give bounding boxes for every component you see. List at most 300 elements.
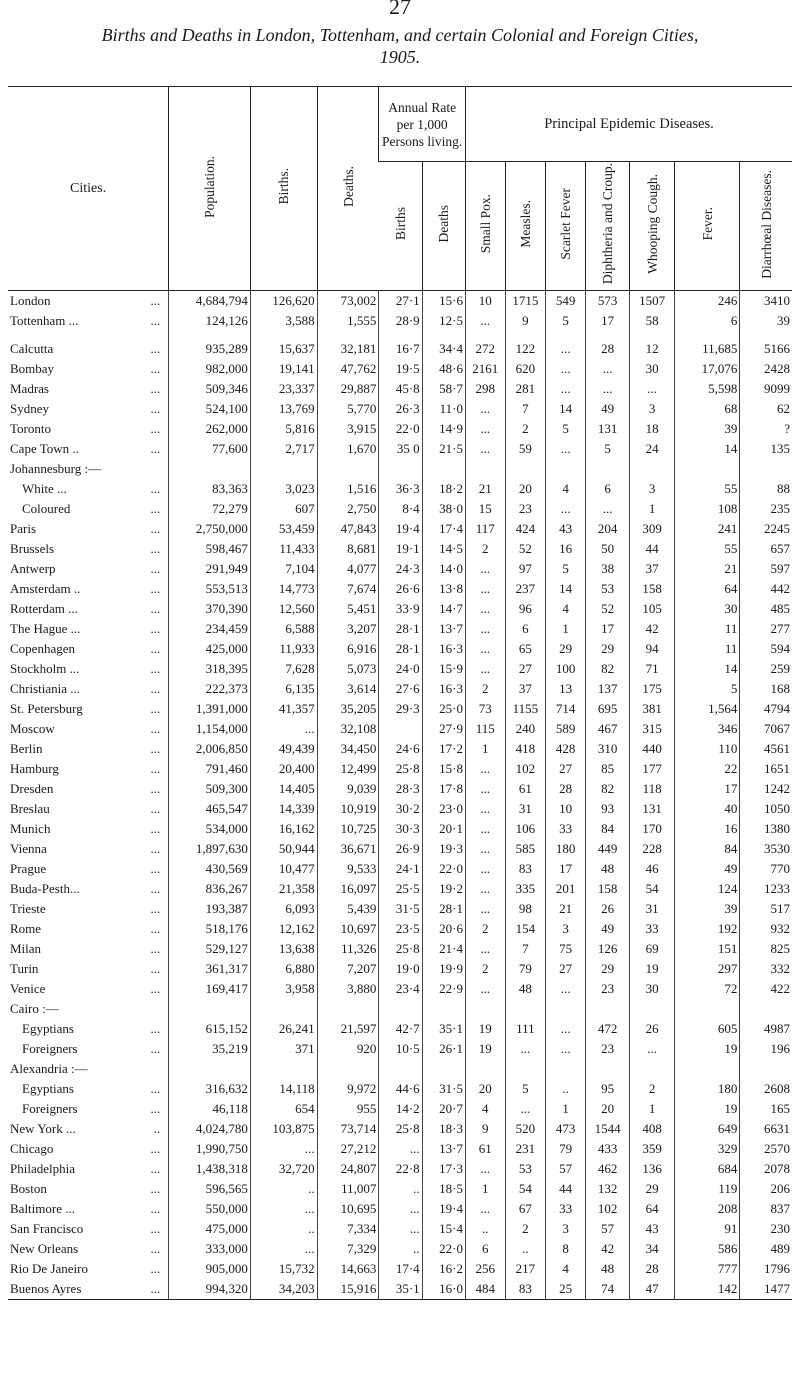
city-label: Tottenham ...	[10, 313, 79, 328]
table-row	[8, 899, 792, 919]
cell-births: 50,944	[250, 839, 317, 859]
cell-pop: 598,467	[169, 539, 251, 559]
cell-pop: 982,000	[169, 359, 251, 379]
cell-deaths: 32,181	[317, 331, 379, 359]
city-name	[8, 1139, 169, 1159]
cell-sf: 14	[546, 579, 586, 599]
cell-deaths: 29,887	[317, 379, 379, 399]
cell-births: 3,958	[250, 979, 317, 999]
cell-pop: 77,600	[169, 439, 251, 459]
cell-da: 135	[740, 439, 792, 459]
city-label: Sydney	[10, 401, 49, 416]
cell-fe: 108	[674, 499, 740, 519]
table-row	[8, 1119, 792, 1139]
cell-sp: 19	[465, 1019, 505, 1039]
cell-da: 9099	[740, 379, 792, 399]
cell-rb: 28·1	[379, 619, 422, 639]
cell-me: ..	[505, 1239, 546, 1259]
cell-me: 65	[505, 639, 546, 659]
cell-births: ..	[250, 1179, 317, 1199]
cell-da: 825	[740, 939, 792, 959]
cell-sf: 33	[546, 1199, 586, 1219]
cell-sp: ...	[465, 799, 505, 819]
table-row	[8, 779, 792, 799]
cell-me: 20	[505, 479, 546, 499]
header-annual-rate: Annual Rate per 1,000 Persons living.	[379, 87, 466, 162]
city-label: Calcutta	[10, 341, 54, 356]
table-row	[8, 291, 792, 312]
cell-wh: 71	[630, 659, 675, 679]
statistics-table	[8, 86, 792, 1300]
cell-rb: 31·5	[379, 899, 422, 919]
cell-sf: 21	[546, 899, 586, 919]
header-diarrhoeal: Diarrhœal Diseases.	[740, 162, 792, 291]
cell-births: 15,732	[250, 1259, 317, 1279]
cell-wh: 1507	[630, 291, 675, 312]
cell-me: 52	[505, 539, 546, 559]
city-name	[8, 1179, 169, 1199]
table-row	[8, 699, 792, 719]
cell-births: ...	[250, 1199, 317, 1219]
cell-me: 5	[505, 1079, 546, 1099]
header-epidemic-diseases: Principal Epidemic Diseases.	[465, 87, 792, 162]
cell-births: 14,773	[250, 579, 317, 599]
cell-fe: 16	[674, 819, 740, 839]
cell-me: 418	[505, 739, 546, 759]
cell-rd: 14·0	[422, 559, 465, 579]
cell-wh: 177	[630, 759, 675, 779]
cell-rb: 24·3	[379, 559, 422, 579]
cell-di: 131	[585, 419, 630, 439]
cell-fe: 192	[674, 919, 740, 939]
cell-me: 61	[505, 779, 546, 799]
cell-rb	[379, 459, 422, 479]
cell-di	[585, 999, 630, 1019]
cell-da: 1233	[740, 879, 792, 899]
cell-pop: 791,460	[169, 759, 251, 779]
city-name	[8, 499, 169, 519]
cell-pop: 475,000	[169, 1219, 251, 1239]
cell-di: 5	[585, 439, 630, 459]
city-label: Toronto	[10, 421, 51, 436]
cell-rd: 15·8	[422, 759, 465, 779]
city-label: Rotterdam ...	[10, 601, 78, 616]
city-name	[8, 1039, 169, 1059]
table-row	[8, 1099, 792, 1119]
cell-da: 485	[740, 599, 792, 619]
city-name	[8, 859, 169, 879]
cell-di: 74	[585, 1279, 630, 1300]
city-label: Alexandria :—	[10, 1061, 88, 1076]
cell-me: 9	[505, 311, 546, 331]
cell-di: 6	[585, 479, 630, 499]
cell-rb: ...	[379, 1199, 422, 1219]
cell-deaths: 10,697	[317, 919, 379, 939]
cell-sf: 4	[546, 479, 586, 499]
cell-fe: 40	[674, 799, 740, 819]
leader-dots: ...	[150, 361, 161, 376]
header-population: Population.	[169, 87, 251, 291]
cell-sf: 79	[546, 1139, 586, 1159]
city-label: Moscow	[10, 721, 55, 736]
cell-me: ...	[505, 1099, 546, 1119]
cell-deaths: 32,108	[317, 719, 379, 739]
cell-rd: 20·7	[422, 1099, 465, 1119]
cell-sf: 714	[546, 699, 586, 719]
cell-me: 98	[505, 899, 546, 919]
cell-wh: 18	[630, 419, 675, 439]
city-name	[8, 1099, 169, 1119]
cell-sf: 27	[546, 959, 586, 979]
cell-rd: 17·2	[422, 739, 465, 759]
cell-sp: 117	[465, 519, 505, 539]
city-label: Rio De Janeiro	[10, 1261, 88, 1276]
cell-sp	[465, 1059, 505, 1079]
cell-rb: 26·9	[379, 839, 422, 859]
cell-wh: 43	[630, 1219, 675, 1239]
cell-deaths: 7,334	[317, 1219, 379, 1239]
cell-sf: 28	[546, 779, 586, 799]
cell-me: 122	[505, 331, 546, 359]
table-row	[8, 759, 792, 779]
cell-di: 29	[585, 639, 630, 659]
cell-di: 23	[585, 1039, 630, 1059]
cell-fe: 91	[674, 1219, 740, 1239]
cell-me: 53	[505, 1159, 546, 1179]
cell-di: 204	[585, 519, 630, 539]
leader-dots: ...	[150, 541, 161, 556]
cell-sf: 13	[546, 679, 586, 699]
cell-me: 520	[505, 1119, 546, 1139]
cell-sp: ...	[465, 839, 505, 859]
leader-dots: ...	[150, 1281, 161, 1296]
city-name	[8, 659, 169, 679]
cell-deaths: 73,714	[317, 1119, 379, 1139]
cell-fe: 19	[674, 1039, 740, 1059]
cell-fe: 68	[674, 399, 740, 419]
cell-fe: 49	[674, 859, 740, 879]
cell-di: 17	[585, 311, 630, 331]
cell-sp: ...	[465, 311, 505, 331]
cell-wh: 30	[630, 359, 675, 379]
cell-pop: 361,317	[169, 959, 251, 979]
cell-fe: 5,598	[674, 379, 740, 399]
cell-fe	[674, 1059, 740, 1079]
cell-pop: 524,100	[169, 399, 251, 419]
cell-da: 277	[740, 619, 792, 639]
cell-pop: 534,000	[169, 819, 251, 839]
cell-di: 84	[585, 819, 630, 839]
city-name	[8, 419, 169, 439]
cell-fe: 246	[674, 291, 740, 312]
cell-rd: 22·0	[422, 859, 465, 879]
city-label: Breslau	[10, 801, 50, 816]
leader-dots: ...	[150, 741, 161, 756]
cell-sp: ...	[465, 779, 505, 799]
header-scarlet-fever: Scarlet Fever	[546, 162, 586, 291]
cell-sf: 10	[546, 799, 586, 819]
cell-da: 88	[740, 479, 792, 499]
table-row	[8, 619, 792, 639]
cell-sf: 33	[546, 819, 586, 839]
cell-sf	[546, 999, 586, 1019]
cell-pop: 509,300	[169, 779, 251, 799]
city-name	[8, 879, 169, 899]
cell-rb: 27·1	[379, 291, 422, 312]
cell-fe: 142	[674, 1279, 740, 1300]
cell-births	[250, 1059, 317, 1079]
cell-deaths: 35,205	[317, 699, 379, 719]
cell-sf: 27	[546, 759, 586, 779]
table-row	[8, 459, 792, 479]
cell-fe: 346	[674, 719, 740, 739]
table-row	[8, 1179, 792, 1199]
cell-rd: 11·0	[422, 399, 465, 419]
cell-sp: 4	[465, 1099, 505, 1119]
city-name	[8, 379, 169, 399]
cell-rb: 16·7	[379, 331, 422, 359]
cell-da: 597	[740, 559, 792, 579]
table-row	[8, 859, 792, 879]
city-label: Foreigners	[22, 1101, 78, 1116]
cell-wh: 31	[630, 899, 675, 919]
cell-sp: 272	[465, 331, 505, 359]
city-label: Trieste	[10, 901, 46, 916]
cell-sf: ...	[546, 359, 586, 379]
city-label: The Hague ...	[10, 621, 81, 636]
cell-sf	[546, 1059, 586, 1079]
cell-wh: 2	[630, 1079, 675, 1099]
cell-sf: 3	[546, 1219, 586, 1239]
cell-sf: 3	[546, 919, 586, 939]
cell-rd: 18·2	[422, 479, 465, 499]
cell-wh: 3	[630, 479, 675, 499]
city-name	[8, 919, 169, 939]
table-row	[8, 1239, 792, 1259]
cell-fe: 84	[674, 839, 740, 859]
title-line-2: 1905.	[379, 47, 421, 67]
cell-sp: 21	[465, 479, 505, 499]
cell-wh	[630, 1059, 675, 1079]
cell-deaths: 920	[317, 1039, 379, 1059]
table-row	[8, 719, 792, 739]
cell-sp: ...	[465, 639, 505, 659]
city-label: Paris	[10, 521, 36, 536]
cell-rd: 31·5	[422, 1079, 465, 1099]
cell-fe: 17	[674, 779, 740, 799]
cell-di: 28	[585, 331, 630, 359]
cell-births: ...	[250, 1239, 317, 1259]
table-row	[8, 1159, 792, 1179]
cell-fe: 6	[674, 311, 740, 331]
cell-fe: 1,564	[674, 699, 740, 719]
cell-rb: ..	[379, 1179, 422, 1199]
cell-deaths: 47,843	[317, 519, 379, 539]
cell-fe: 39	[674, 419, 740, 439]
cell-di: 695	[585, 699, 630, 719]
table-row	[8, 479, 792, 499]
cell-rb: 29·3	[379, 699, 422, 719]
city-name	[8, 1259, 169, 1279]
cell-me: 83	[505, 1279, 546, 1300]
title-line-1: Births and Deaths in London, Tottenham, and certain Colonial and Foreign Cities,	[101, 25, 699, 45]
cell-births: 15,637	[250, 331, 317, 359]
cell-sp: ...	[465, 899, 505, 919]
cell-me: 102	[505, 759, 546, 779]
cell-wh: 175	[630, 679, 675, 699]
cell-births: ..	[250, 1219, 317, 1239]
city-label: New York ...	[10, 1121, 76, 1136]
table-row	[8, 799, 792, 819]
cell-rb: 25·8	[379, 939, 422, 959]
cell-births: 10,477	[250, 859, 317, 879]
cell-me: 27	[505, 659, 546, 679]
cell-deaths: 5,439	[317, 899, 379, 919]
cell-rd: 21·4	[422, 939, 465, 959]
cell-me: 1155	[505, 699, 546, 719]
header-cities: Cities.	[8, 87, 169, 291]
city-name	[8, 539, 169, 559]
cell-births: 654	[250, 1099, 317, 1119]
cell-deaths: 3,207	[317, 619, 379, 639]
city-label: Prague	[10, 861, 47, 876]
city-label: Foreigners	[22, 1041, 78, 1056]
leader-dots: ...	[150, 761, 161, 776]
header-small-pox: Small Pox.	[465, 162, 505, 291]
leader-dots: ...	[150, 1041, 161, 1056]
cell-sp	[465, 459, 505, 479]
cell-rd: 22·0	[422, 1239, 465, 1259]
cell-deaths: 4,077	[317, 559, 379, 579]
city-label: San Francisco	[10, 1221, 84, 1236]
cell-births: 26,241	[250, 1019, 317, 1039]
cell-da: 837	[740, 1199, 792, 1219]
cell-da	[740, 1059, 792, 1079]
cell-me: 79	[505, 959, 546, 979]
cell-di: 462	[585, 1159, 630, 1179]
cell-da: 1380	[740, 819, 792, 839]
cell-rb: 27·6	[379, 679, 422, 699]
cell-deaths: 36,671	[317, 839, 379, 859]
cell-births: ...	[250, 1139, 317, 1159]
table-row	[8, 999, 792, 1019]
cell-sf: 201	[546, 879, 586, 899]
cell-di: 467	[585, 719, 630, 739]
cell-deaths: 27,212	[317, 1139, 379, 1159]
cell-rd: 20·1	[422, 819, 465, 839]
cell-births: 11,433	[250, 539, 317, 559]
cell-da: 2245	[740, 519, 792, 539]
cell-wh: 3	[630, 399, 675, 419]
cell-births: 7,104	[250, 559, 317, 579]
cell-da	[740, 459, 792, 479]
city-label: White ...	[22, 481, 67, 496]
table-row	[8, 639, 792, 659]
leader-dots: ...	[150, 801, 161, 816]
cell-me: 6	[505, 619, 546, 639]
cell-sp: ...	[465, 559, 505, 579]
cell-rb: 28·9	[379, 311, 422, 331]
city-name	[8, 1059, 169, 1079]
cell-rd: 20·6	[422, 919, 465, 939]
cell-me: 424	[505, 519, 546, 539]
cell-sf: 75	[546, 939, 586, 959]
cell-da: 4794	[740, 699, 792, 719]
cell-sp: ...	[465, 1199, 505, 1219]
cell-di: 42	[585, 1239, 630, 1259]
city-name	[8, 519, 169, 539]
cell-births: ...	[250, 719, 317, 739]
cell-rd	[422, 1059, 465, 1079]
cell-wh: 170	[630, 819, 675, 839]
cell-me: 48	[505, 979, 546, 999]
cell-rd: 48·6	[422, 359, 465, 379]
city-label: Buda-Pesth...	[10, 881, 80, 896]
cell-me: 281	[505, 379, 546, 399]
cell-rb: 26·6	[379, 579, 422, 599]
cell-pop: 550,000	[169, 1199, 251, 1219]
cell-di: 52	[585, 599, 630, 619]
city-name	[8, 639, 169, 659]
cell-rb	[379, 1059, 422, 1079]
cell-da: 2078	[740, 1159, 792, 1179]
cell-sp: ...	[465, 619, 505, 639]
leader-dots: ...	[150, 381, 161, 396]
cell-sp: 15	[465, 499, 505, 519]
leader-dots: ..	[153, 1121, 161, 1136]
leader-dots: ...	[150, 1141, 161, 1156]
city-label: Munich	[10, 821, 51, 836]
cell-births: 20,400	[250, 759, 317, 779]
city-label: Amsterdam ..	[10, 581, 81, 596]
cell-rb	[379, 999, 422, 1019]
city-label: Coloured	[22, 501, 71, 516]
header-measles: Measles.	[505, 162, 546, 291]
leader-dots: ...	[150, 1101, 161, 1116]
cell-rb: 23·4	[379, 979, 422, 999]
cell-sf: 16	[546, 539, 586, 559]
cell-di: 49	[585, 919, 630, 939]
cell-wh: 440	[630, 739, 675, 759]
leader-dots: ...	[150, 561, 161, 576]
cell-me	[505, 459, 546, 479]
cell-wh: 158	[630, 579, 675, 599]
cell-births: 11,933	[250, 639, 317, 659]
cell-rb: 17·4	[379, 1259, 422, 1279]
leader-dots: ...	[150, 581, 161, 596]
cell-da: 4561	[740, 739, 792, 759]
leader-dots: ...	[150, 621, 161, 636]
city-name	[8, 839, 169, 859]
cell-di: 82	[585, 659, 630, 679]
cell-me: 2	[505, 419, 546, 439]
cell-di: 102	[585, 1199, 630, 1219]
cell-sp	[465, 999, 505, 1019]
city-label: Turin	[10, 961, 39, 976]
cell-wh: 44	[630, 539, 675, 559]
cell-fe: 55	[674, 479, 740, 499]
cell-sf: 1	[546, 619, 586, 639]
leader-dots: ...	[150, 1181, 161, 1196]
cell-da: 3410	[740, 291, 792, 312]
cell-rb: 22·0	[379, 419, 422, 439]
cell-deaths: 9,972	[317, 1079, 379, 1099]
city-name	[8, 939, 169, 959]
cell-pop: 4,024,780	[169, 1119, 251, 1139]
cell-rb: 23·5	[379, 919, 422, 939]
city-name	[8, 679, 169, 699]
cell-wh: 94	[630, 639, 675, 659]
